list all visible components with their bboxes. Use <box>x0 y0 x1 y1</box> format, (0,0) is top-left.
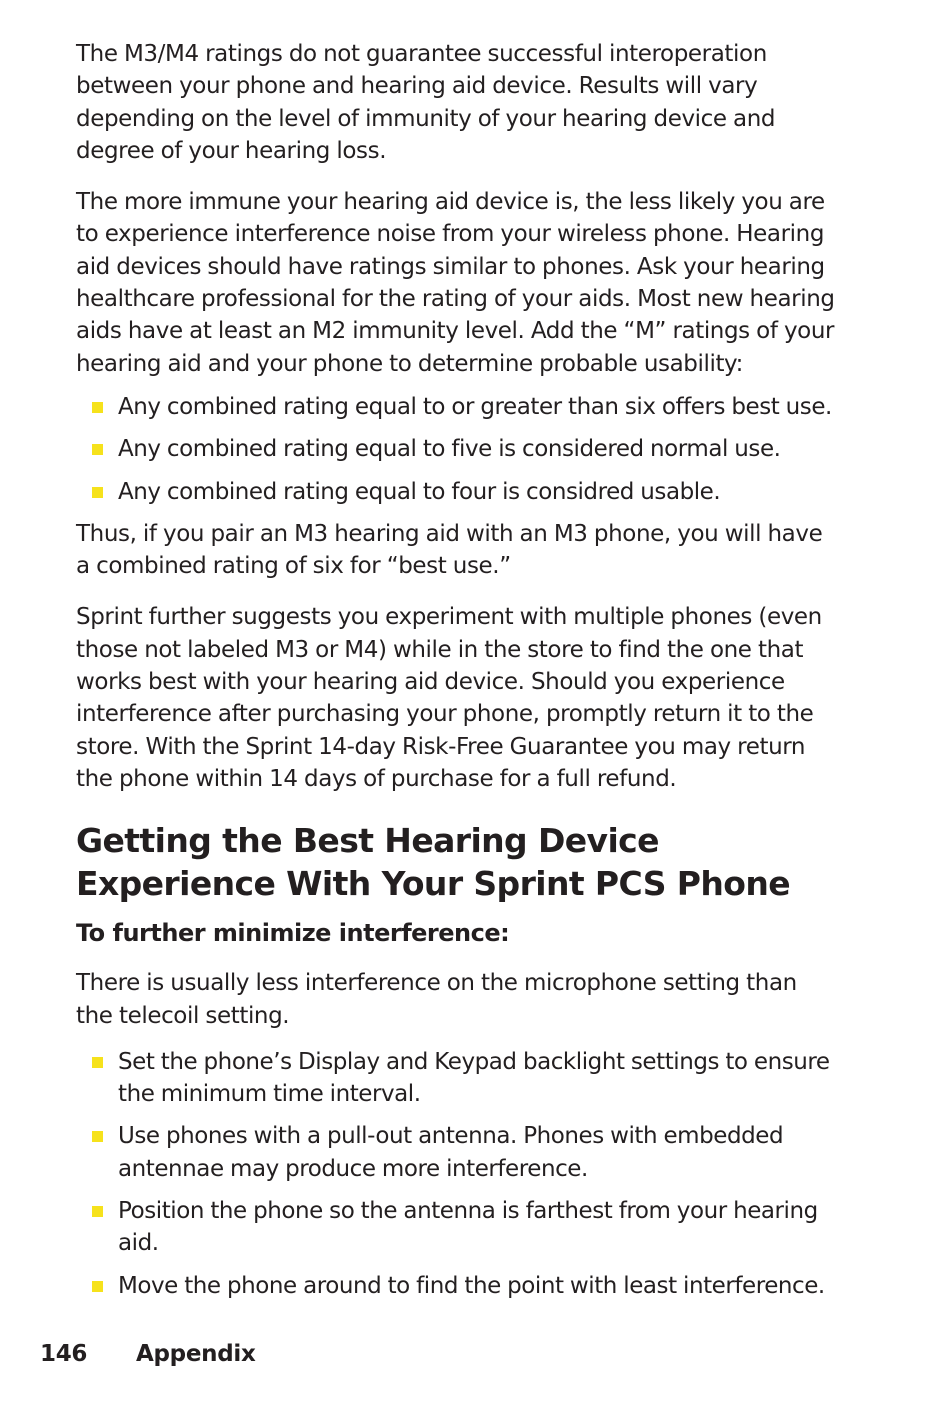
list-item-text: Position the phone so the antenna is farthest from your hearing aid. <box>118 1198 818 1257</box>
bullet-square-icon <box>92 1281 103 1292</box>
paragraph-ratings-disclaimer: The M3/M4 ratings do not guarantee successful interoperation between your phone and hearing aid device. Results will vary depending on the level of immunity of your hearing device and degree of your hearing loss. <box>76 41 776 164</box>
list-item <box>76 1195 836 1260</box>
list-item-text: Move the phone around to find the point with least interference. <box>118 1272 825 1299</box>
list-item-text: Set the phone’s Display and Keypad backlight settings to ensure the minimum time interval. <box>118 1048 830 1108</box>
page-content <box>76 38 836 1312</box>
list-item <box>76 433 836 465</box>
page-footer <box>40 1338 255 1370</box>
page-number: 146 <box>40 1341 88 1367</box>
list-item <box>76 1270 836 1302</box>
paragraph-microphone-setting: There is usually less interference on the microphone setting than the telecoil setting. <box>76 970 797 1029</box>
section-heading: Getting the Best Hearing Device Experience With Your Sprint PCS Phone <box>76 821 791 904</box>
list-item <box>76 1120 836 1185</box>
list-item <box>76 1046 836 1111</box>
paragraph-combined-example: Thus, if you pair an M3 hearing aid with an M3 phone, you will have a combined rating of six for “best use.” <box>76 520 823 580</box>
list-item-text: Any combined rating equal to or greater than six offers best use. <box>118 393 832 420</box>
paragraph-immunity: The more immune your hearing aid device is, the less likely you are to experience interference noise from your wireless phone. Hearing aid devices should have ratings similar to phones. Ask your hearing healthcare professional for the rating of your aids. Most new hearing aids have at least an M2 immunity level. Add the “M” ratings of your hearing aid and your phone to determine probable usability: <box>76 189 835 377</box>
bullet-square-icon <box>92 402 103 413</box>
bullet-square-icon <box>92 1131 103 1142</box>
bullet-square-icon <box>92 487 103 498</box>
list-item <box>76 476 836 508</box>
bullet-square-icon <box>92 444 103 455</box>
section-subheading: To further minimize interference: <box>76 919 510 948</box>
bullet-square-icon <box>92 1206 103 1217</box>
list-item-text: Use phones with a pull-out antenna. Phones with embedded antennae may produce more interference. <box>118 1123 784 1182</box>
rating-bullet-list <box>76 391 836 508</box>
bullet-square-icon <box>92 1057 103 1068</box>
list-item-text: Any combined rating equal to five is considered normal use. <box>118 436 781 463</box>
tips-bullet-list <box>76 1046 836 1302</box>
list-item <box>76 391 836 423</box>
paragraph-sprint-guarantee: Sprint further suggests you experiment with multiple phones (even those not labeled M3 or M4) while in the store to find the one that works best with your hearing aid device. Should you experience interference after purchasing your phone, promptly return it to the store. With the Sprint 14-day Risk-Free Guarantee you may return the phone within 14 days of purchase for a full refund. <box>76 604 822 792</box>
list-item-text: Any combined rating equal to four is considred usable. <box>118 478 721 505</box>
footer-section-label: Appendix <box>136 1341 256 1367</box>
